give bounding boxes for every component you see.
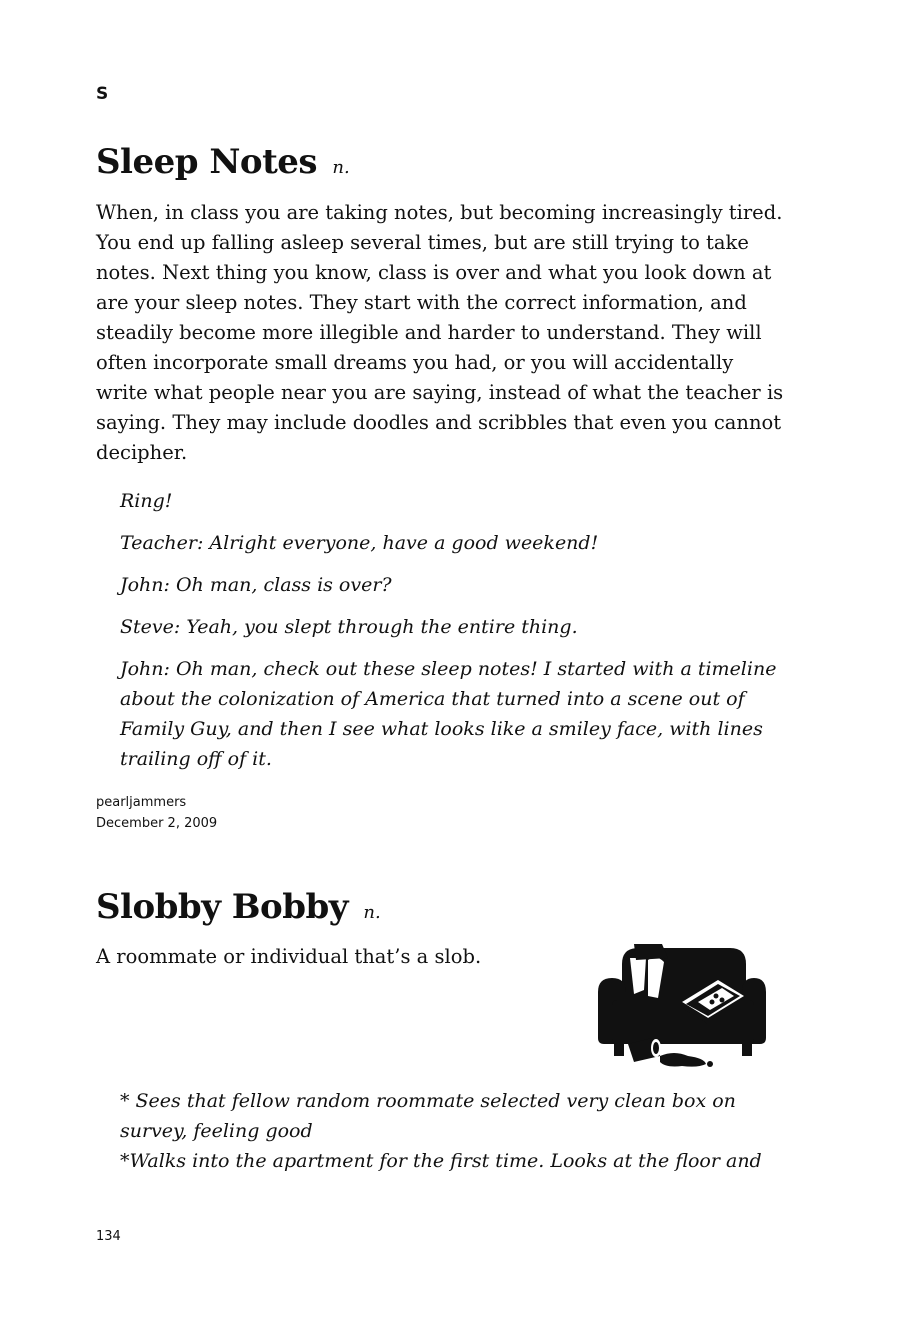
entry-example bbox=[120, 1086, 780, 1176]
entry-author: pearljammers bbox=[96, 795, 187, 810]
example-line: John: Oh man, check out these sleep notes! I started with a timeline about the colonization of America that turned into a scene out of Family Guy, and then I see what looks like a smiley face, with lines trailing off of it. bbox=[120, 658, 777, 770]
example-line: Ring! bbox=[120, 490, 173, 512]
example-line: Teacher: Alright everyone, have a good weekend! bbox=[120, 532, 599, 554]
example-line: John: Oh man, class is over? bbox=[120, 574, 392, 596]
page-number: 134 bbox=[96, 1229, 121, 1244]
entry-byline bbox=[96, 792, 217, 834]
headword-text: Sleep Notes bbox=[96, 142, 318, 182]
part-of-speech: n. bbox=[363, 902, 381, 923]
headword-text: Slobby Bobby bbox=[96, 887, 349, 927]
entry-headword-slobby-bobby bbox=[96, 887, 381, 933]
part-of-speech: n. bbox=[332, 157, 350, 178]
section-letter: S bbox=[96, 84, 109, 104]
entry-date: December 2, 2009 bbox=[96, 816, 218, 831]
example-line: *Walks into the apartment for the first time. Looks at the floor and bbox=[120, 1150, 762, 1172]
entry-example bbox=[120, 486, 780, 786]
example-line: * Sees that fellow random roommate selected very clean box on survey, feeling good bbox=[120, 1090, 736, 1142]
entry-headword-sleep-notes bbox=[96, 142, 350, 188]
entry-definition: A roommate or individual that’s a slob. bbox=[96, 945, 482, 968]
entry-definition: When, in class you are taking notes, but becoming increasingly tired. You end up falling asleep several times, but are still trying to take notes. Next thing you know, class is over and what you look down at are your sleep notes. They start with the correct information, and steadily become more illegible and harder to understand. They will often incorporate small dreams you had, or you will accidentally write what people near you are saying, instead of what the teacher is saying. They may include doodles and scribbles that even you cannot decipher. bbox=[96, 201, 784, 464]
example-line: Steve: Yeah, you slept through the entire thing. bbox=[120, 616, 578, 638]
messy-couch-icon bbox=[594, 940, 770, 1070]
